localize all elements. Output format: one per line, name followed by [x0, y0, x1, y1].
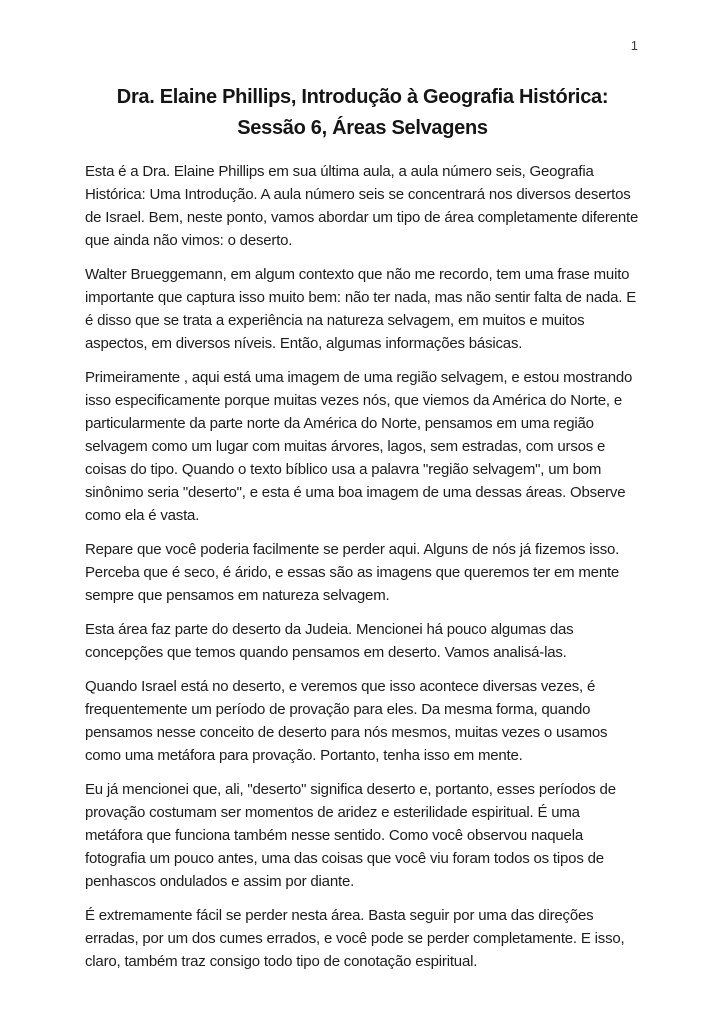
paragraph: Primeiramente , aqui está uma imagem de uma região selvagem, e estou mostrando isso especificamente porque muitas vezes nós, que viemos da América do Norte, e particularmente da parte norte da América do Norte, pensamos em uma região selvagem como um lugar com muitas árvores, lagos, sem estradas, com ursos e coisas do tipo. Quando o texto bíblico usa a palavra "região selvagem", um bom sinônimo seria "deserto", e esta é uma boa imagem de uma dessas áreas. Observe como ela é vasta.: [85, 369, 633, 524]
paragraph: É extremamente fácil se perder nesta área. Basta seguir por uma das direções erradas, por um dos cumes errados, e você pode se perder completamente. E isso, claro, também traz consigo todo tipo de conotação espiritual.: [85, 907, 625, 970]
document-title: [85, 82, 640, 144]
paragraph: Walter Brueggemann, em algum contexto que não me recordo, tem uma frase muito importante que captura isso muito bem: não ter nada, mas não sentir falta de nada. E é disso que se trata a experiência na natureza selvagem, em muitos e muitos aspectos, em diversos níveis. Então, algumas informações básicas.: [85, 266, 637, 352]
paragraph: Esta área faz parte do deserto da Judeia. Mencionei há pouco algumas das concepções que temos quando pensamos em deserto. Vamos analisá-las.: [85, 621, 574, 661]
paragraph: Esta é a Dra. Elaine Phillips em sua última aula, a aula número seis, Geografia Histórica: Uma Introdução. A aula número seis se concentrará nos diversos desertos de Israel. Bem, neste ponto, vamos abordar um tipo de área completamente diferente que ainda não vimos: o deserto.: [85, 163, 639, 249]
page-number: 1: [630, 38, 638, 53]
paragraph: Quando Israel está no deserto, e veremos que isso acontece diversas vezes, é frequentemente um período de provação para eles. Da mesma forma, quando pensamos nesse conceito de deserto para nós mesmos, muitas vezes o usamos como uma metáfora para provação. Portanto, tenha isso em mente.: [85, 678, 608, 764]
document-body: [85, 160, 640, 973]
paragraph: Repare que você poderia facilmente se perder aqui. Alguns de nós já fizemos isso. Perceba que é seco, é árido, e essas são as imagens que queremos ter em mente sempre que pensamos em natureza selvagem.: [85, 541, 620, 604]
document-title-line-1: Dra. Elaine Phillips, Introdução à Geografia Histórica:: [116, 86, 609, 108]
paragraph: Eu já mencionei que, ali, "deserto" significa deserto e, portanto, esses períodos de provação costumam ser momentos de aridez e esterilidade espiritual. É uma metáfora que funciona também nesse sentido. Como você observou naquela fotografia um pouco antes, uma das coisas que você viu foram todos os tipos de penhascos ondulados e assim por diante.: [85, 781, 616, 890]
document-title-line-2: Sessão 6, Áreas Selvagens: [237, 117, 488, 139]
